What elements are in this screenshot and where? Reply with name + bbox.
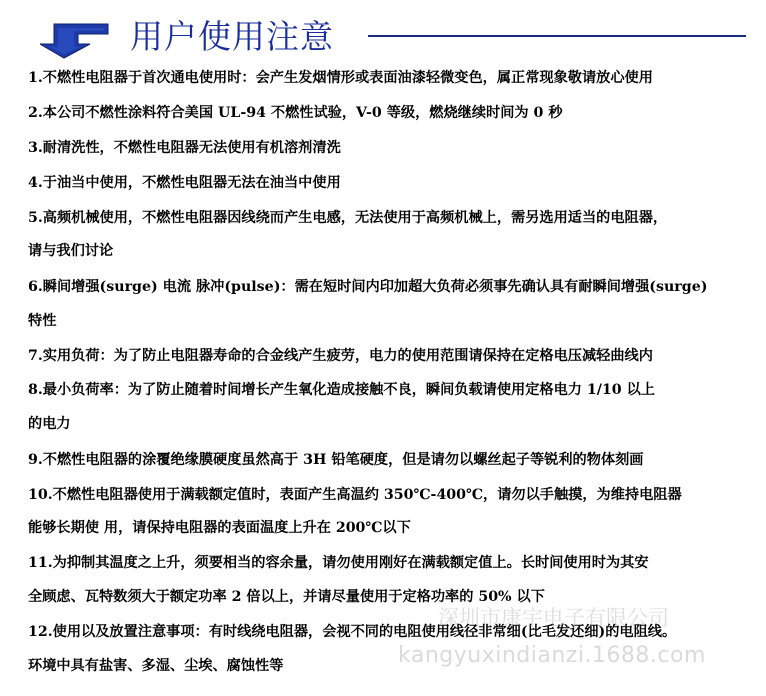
notice-line: 5.高频机械使用，不燃性电阻器因线绕而产生电感，无法使用于高频机械上，需另选用适当的电阻器，: [28, 210, 668, 226]
notice-line: 3.耐清洗性，不燃性电阻器无法使用有机溶剂清洗: [28, 140, 341, 156]
header: [0, 0, 766, 62]
notice-line: 环境中具有盐害、多湿、尘埃、腐蚀性等: [28, 658, 284, 674]
notice-line: 7.实用负荷：为了防止电阻器寿命的合金线产生疲劳，电力的使用范围请保持在定格电压减轻曲线内: [28, 348, 653, 364]
notice-line: 能够长期使 用，请保持电阻器的表面温度上升在 200℃以下: [28, 520, 411, 536]
notice-line: 请与我们讨论: [28, 243, 114, 259]
page-title: 用户使用注意: [130, 17, 334, 56]
notice-line: 的电力: [28, 416, 71, 432]
notice-line: 8.最小负荷率：为了防止随着时间增长产生氧化造成接触不良，瞬间负载请使用定格电力 1/10 以上: [28, 382, 655, 398]
notice-line: 6.瞬间增强(surge) 电流 脉冲(pulse)：需在短时间内印加超大负荷必须事先确认具有耐瞬间增强(surge): [28, 279, 708, 295]
title-divider: [368, 35, 746, 37]
notice-line: 全顾虑、瓦特数须大于额定功率 2 倍以上，并请尽量使用于定格功率的 50% 以下: [28, 589, 545, 605]
notice-line: 10.不燃性电阻器使用于满载额定值时，表面产生高温约 350℃-400℃，请勿以手触摸，为维持电阻器: [28, 487, 682, 503]
down-arrow-icon: [40, 20, 112, 60]
notice-line: 特性: [28, 313, 57, 329]
notice-line: 9.不燃性电阻器的涂覆绝缘膜硬度虽然高于 3H 铅笔硬度，但是请勿以螺丝起子等锐利的物体刻画: [28, 452, 644, 468]
notice-line: 4.于油当中使用，不燃性电阻器无法在油当中使用: [28, 175, 341, 191]
notice-line: 1.不燃性电阻器于首次通电使用时：会产生发烟情形或表面油漆轻微变色，属正常现象敬请放心使用: [28, 70, 653, 86]
notice-line: 12.使用以及放置注意事项：有时线绕电阻器，会视不同的电阻使用线径非常细(比毛发还细)的电阻线。: [28, 624, 677, 640]
notice-line: 2.本公司不燃性涂料符合美国 UL-94 不燃性试验，V-0 等级，燃烧继续时间为 0 秒: [28, 105, 563, 121]
watermark-company: 深圳市康宇电子有限公司: [438, 606, 669, 630]
notice-line: 11.为抑制其温度之上升，须要相当的容余量，请勿使用刚好在满载额定值上。长时间使用时为其安: [28, 555, 649, 571]
watermark-url: kangyuxindianzi.1688.com: [398, 643, 706, 668]
